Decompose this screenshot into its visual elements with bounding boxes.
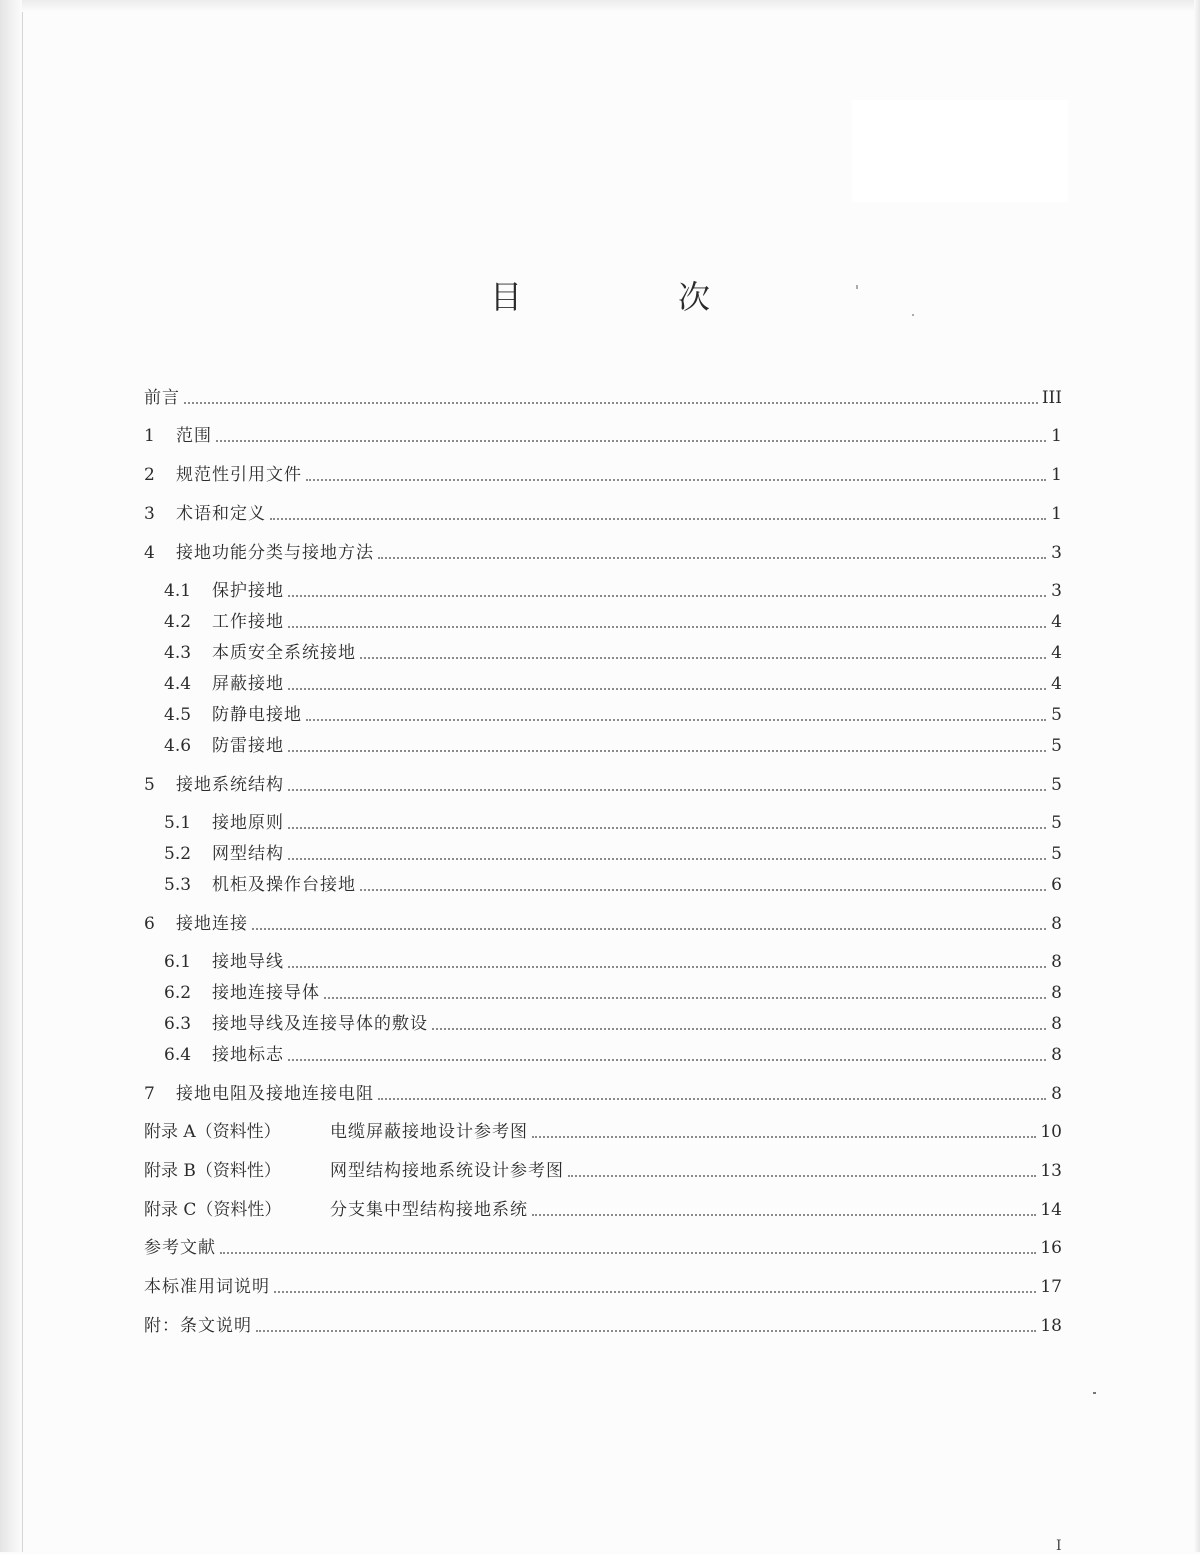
toc-entry-page: 16 <box>1040 1238 1062 1258</box>
toc-leader-dots <box>324 997 1046 999</box>
toc-entry-label: 工作接地 <box>212 612 284 632</box>
toc-entry-number: 6.1 <box>164 952 192 972</box>
toc-leader-dots <box>360 657 1046 659</box>
toc-entry-page: 17 <box>1040 1277 1062 1297</box>
toc-leader-dots <box>288 1059 1046 1061</box>
toc-entry-number: 附录 C（资料性） <box>144 1200 282 1220</box>
toc-entry-label: 本标准用词说明 <box>144 1277 270 1297</box>
toc-entry[interactable] <box>144 1308 1062 1338</box>
toc-entry-page: III <box>1041 388 1062 408</box>
toc-entry[interactable] <box>144 1192 1062 1222</box>
toc-entry[interactable] <box>164 635 1062 665</box>
toc-entry-page: 8 <box>1051 983 1062 1003</box>
toc-leader-dots <box>306 479 1046 481</box>
toc-leader-dots <box>288 858 1046 860</box>
toc-entry[interactable] <box>164 728 1062 758</box>
scan-left-edge-line <box>22 0 23 1552</box>
toc-entry-page: 1 <box>1051 426 1062 446</box>
scan-right-edge <box>1194 0 1200 1552</box>
toc-entry-number: 5.1 <box>164 813 192 833</box>
scan-left-edge <box>0 0 22 1552</box>
toc-leader-dots <box>252 928 1046 930</box>
toc-leader-dots <box>532 1136 1036 1138</box>
toc-entry[interactable] <box>164 944 1062 974</box>
toc-entry[interactable] <box>144 1153 1062 1183</box>
toc-leader-dots <box>184 402 1038 404</box>
toc-entry-number: 4.4 <box>164 674 192 694</box>
toc-leader-dots <box>274 1291 1036 1293</box>
toc-entry-label: 保护接地 <box>212 581 284 601</box>
toc-entry[interactable] <box>164 697 1062 727</box>
toc-entry-label: 屏蔽接地 <box>212 674 284 694</box>
toc-entry-label: 防静电接地 <box>212 705 302 725</box>
toc-entry-label: 网型结构 <box>212 844 284 864</box>
page-folio: I <box>1056 1538 1062 1554</box>
toc-entry[interactable] <box>164 573 1062 603</box>
toc-entry[interactable] <box>164 1006 1062 1036</box>
toc-entry-number: 5.3 <box>164 875 192 895</box>
toc-entry[interactable] <box>144 1114 1062 1144</box>
toc-entry-label: 电缆屏蔽接地设计参考图 <box>330 1122 528 1142</box>
toc-entry-label: 接地导线及连接导体的敷设 <box>212 1014 428 1034</box>
toc-entry-label: 术语和定义 <box>176 504 266 524</box>
toc-entry-page: 5 <box>1051 844 1062 864</box>
toc-entry-label: 接地连接导体 <box>212 983 320 1003</box>
toc-entry[interactable] <box>164 975 1062 1005</box>
toc-entry[interactable] <box>144 1269 1062 1299</box>
toc-entry-page: 8 <box>1051 1045 1062 1065</box>
toc-entry-page: 13 <box>1040 1161 1062 1181</box>
toc-entry-number: 4.1 <box>164 581 192 601</box>
toc-entry[interactable] <box>164 805 1062 835</box>
toc-leader-dots <box>306 719 1046 721</box>
toc-leader-dots <box>270 518 1046 520</box>
toc-entry-number: 4.6 <box>164 736 192 756</box>
toc-entry-label: 规范性引用文件 <box>176 465 302 485</box>
toc-entry[interactable] <box>164 666 1062 696</box>
toc-entry-page: 4 <box>1051 674 1062 694</box>
toc-entry-page: 10 <box>1040 1122 1062 1142</box>
toc-entry-page: 5 <box>1051 705 1062 725</box>
toc-entry-number: 1 <box>144 426 155 446</box>
scan-top-edge <box>22 0 1194 12</box>
toc-entry-page: 3 <box>1051 543 1062 563</box>
toc-entry[interactable] <box>144 380 1062 410</box>
toc-leader-dots <box>568 1175 1036 1177</box>
toc-entry-label: 接地功能分类与接地方法 <box>176 543 374 563</box>
toc-entry-number: 5 <box>144 775 155 795</box>
toc-entry[interactable] <box>144 1076 1062 1106</box>
toc-entry-number: 附录 B（资料性） <box>144 1161 281 1181</box>
toc-entry-label: 范围 <box>176 426 212 446</box>
toc-entry[interactable] <box>144 767 1062 797</box>
toc-leader-dots <box>532 1214 1036 1216</box>
toc-entry-page: 8 <box>1051 1014 1062 1034</box>
toc-entry-number: 4.3 <box>164 643 192 663</box>
toc-entry-label: 附：条文说明 <box>144 1316 252 1336</box>
toc-leader-dots <box>288 750 1046 752</box>
toc-entry-label: 接地系统结构 <box>176 775 284 795</box>
toc-entry-number: 5.2 <box>164 844 192 864</box>
toc-leader-dots <box>288 827 1046 829</box>
toc-entry[interactable] <box>144 496 1062 526</box>
toc-entry-page: 6 <box>1051 875 1062 895</box>
toc-leader-dots <box>256 1330 1036 1332</box>
toc-entry-page: 8 <box>1051 952 1062 972</box>
toc-entry-page: 8 <box>1051 914 1062 934</box>
toc-entry[interactable] <box>144 906 1062 936</box>
toc-entry-number: 6.4 <box>164 1045 192 1065</box>
toc-entry[interactable] <box>144 1230 1062 1260</box>
toc-entry-number: 4.5 <box>164 705 192 725</box>
toc-leader-dots <box>378 1098 1046 1100</box>
toc-entry-page: 5 <box>1051 736 1062 756</box>
toc-entry-label: 网型结构接地系统设计参考图 <box>330 1161 564 1181</box>
toc-leader-dots <box>288 966 1046 968</box>
toc-entry[interactable] <box>164 867 1062 897</box>
toc-entry-number: 3 <box>144 504 155 524</box>
toc-entry-number: 4 <box>144 543 155 563</box>
toc-leader-dots <box>288 789 1046 791</box>
toc-entry-page: 5 <box>1051 775 1062 795</box>
page-title: 目 次 <box>489 278 772 316</box>
toc-entry-number: 4.2 <box>164 612 192 632</box>
toc-entry-number: 6 <box>144 914 155 934</box>
toc-entry[interactable] <box>144 457 1062 487</box>
toc-entry-label: 接地导线 <box>212 952 284 972</box>
toc-entry[interactable] <box>164 836 1062 866</box>
toc-entry-number: 2 <box>144 465 155 485</box>
toc-entry-label: 防雷接地 <box>212 736 284 756</box>
toc-leader-dots <box>432 1028 1046 1030</box>
toc-entry-label: 接地原则 <box>212 813 284 833</box>
toc-leader-dots <box>288 595 1046 597</box>
toc-entry-label: 接地电阻及接地连接电阻 <box>176 1084 374 1104</box>
toc-entry-label: 前言 <box>144 388 180 408</box>
toc-entry-page: 1 <box>1051 504 1062 524</box>
toc-entry-label: 参考文献 <box>144 1238 216 1258</box>
toc-entry-number: 6.3 <box>164 1014 192 1034</box>
toc-entry[interactable] <box>144 535 1062 565</box>
toc-entry-page: 4 <box>1051 612 1062 632</box>
toc-entry[interactable] <box>164 1037 1062 1067</box>
toc-leader-dots <box>220 1252 1036 1254</box>
toc-entry-label: 机柜及操作台接地 <box>212 875 356 895</box>
blank-patch <box>852 100 1068 202</box>
toc-entry-label: 本质安全系统接地 <box>212 643 356 663</box>
toc-leader-dots <box>378 557 1046 559</box>
toc-entry-page: 14 <box>1040 1200 1062 1220</box>
toc-entry-page: 18 <box>1040 1316 1062 1336</box>
toc-entry-label: 接地标志 <box>212 1045 284 1065</box>
toc-leader-dots <box>360 889 1046 891</box>
toc-entry-number: 附录 A（资料性） <box>144 1122 281 1142</box>
toc-entry-number: 7 <box>144 1084 155 1104</box>
toc-leader-dots <box>288 626 1046 628</box>
toc-entry-label: 接地连接 <box>176 914 248 934</box>
toc-entry-number: 6.2 <box>164 983 192 1003</box>
toc-entry-label: 分支集中型结构接地系统 <box>330 1200 528 1220</box>
toc-entry-page: 4 <box>1051 643 1062 663</box>
toc-entry-page: 1 <box>1051 465 1062 485</box>
toc-entry-page: 3 <box>1051 581 1062 601</box>
toc-entry[interactable] <box>164 604 1062 634</box>
toc-entry-page: 5 <box>1051 813 1062 833</box>
toc-leader-dots <box>288 688 1046 690</box>
scan-speck <box>1093 1392 1096 1394</box>
toc-entry[interactable] <box>144 418 1062 448</box>
toc-entry-page: 8 <box>1051 1084 1062 1104</box>
toc-leader-dots <box>216 440 1046 442</box>
